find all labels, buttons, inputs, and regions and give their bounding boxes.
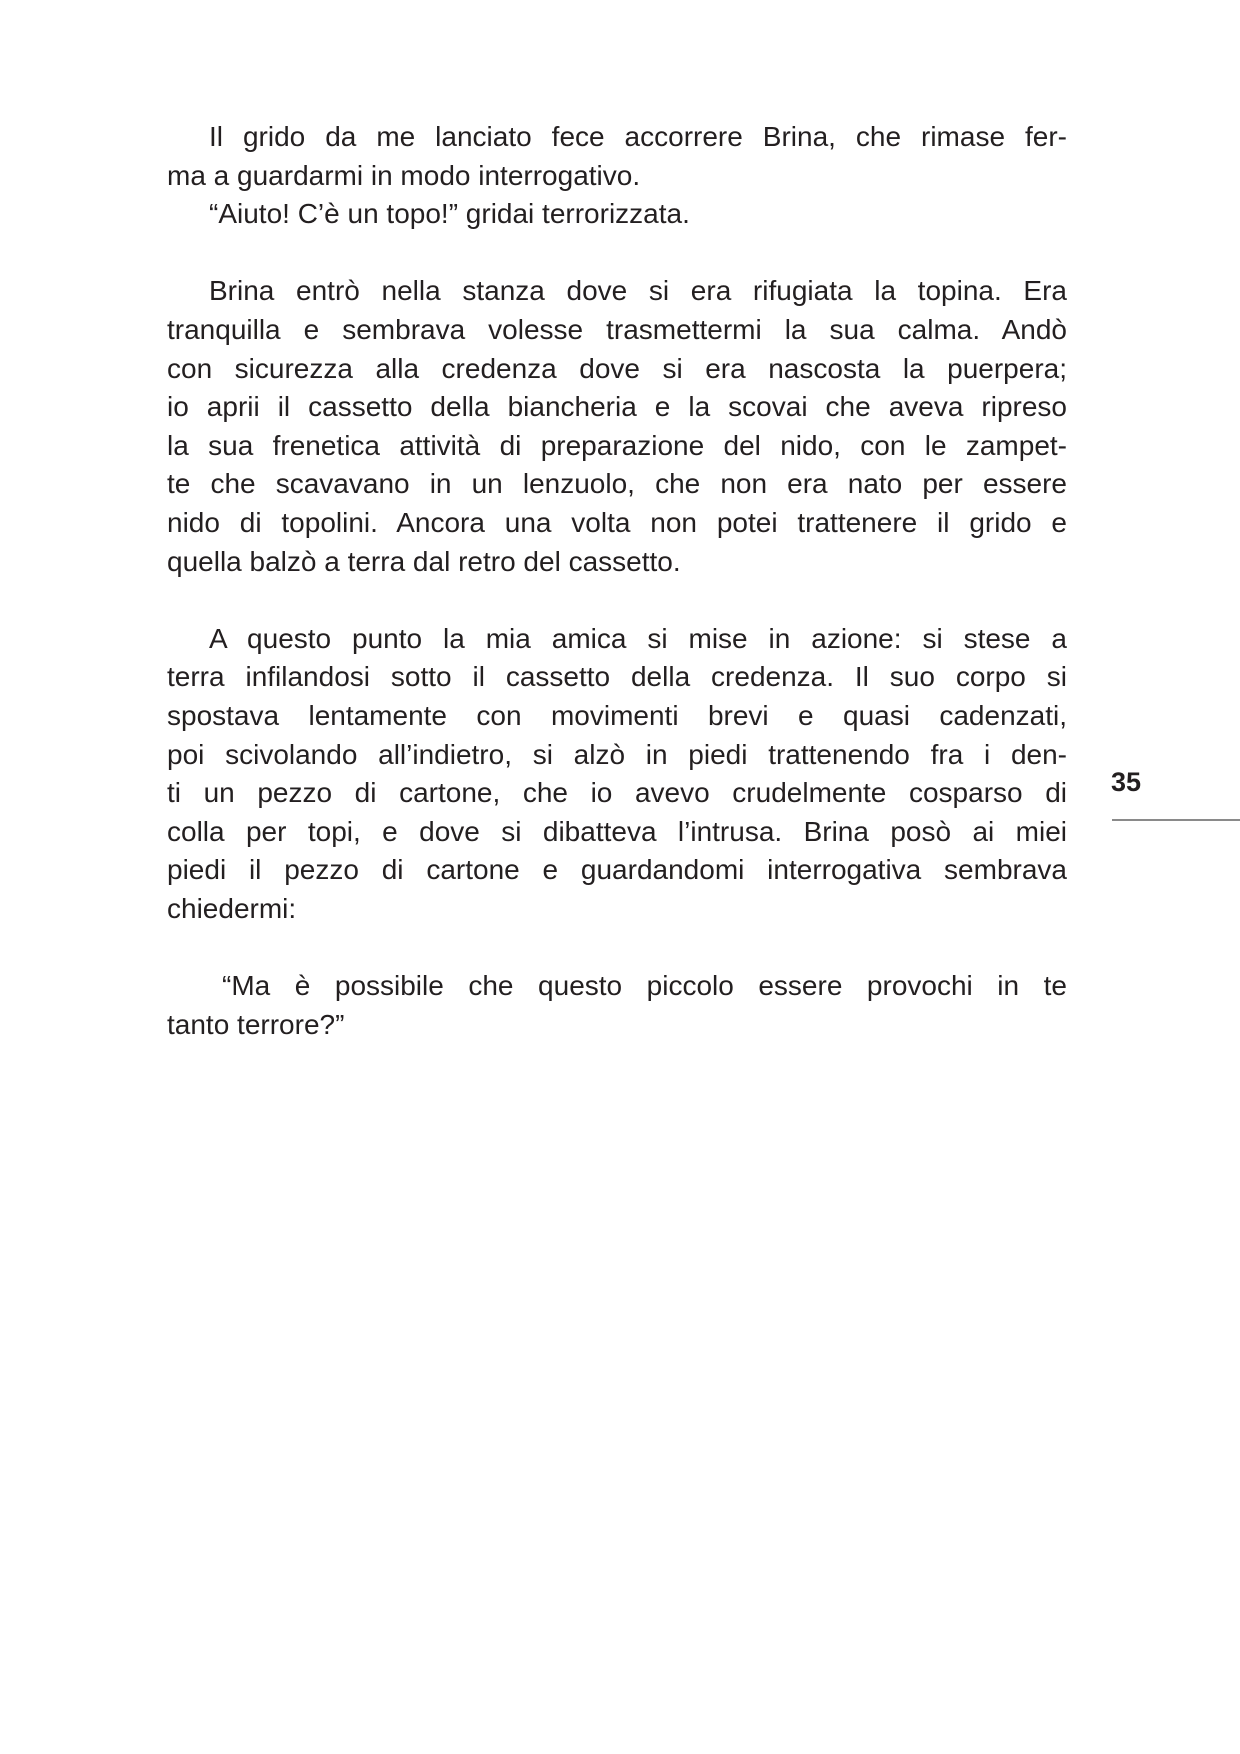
text-line: te che scavavano in un lenzuolo, che non era nato per essere bbox=[167, 468, 1067, 500]
text-line: tranquilla e sembrava volesse trasmettermi la sua calma. Andò bbox=[167, 313, 1067, 345]
text-line: la sua frenetica attività di preparazione del nido, con le zampet- bbox=[167, 429, 1067, 461]
paragraph-5-quote bbox=[167, 967, 1067, 1044]
text-line: Brina entrò nella stanza dove si era rifugiata la topina. Era bbox=[209, 275, 1067, 307]
page-body-text bbox=[167, 118, 1067, 1044]
text-line: ma a guardarmi in modo interrogativo. bbox=[167, 159, 641, 191]
text-line: nido di topolini. Ancora una volta non potei trattenere il grido e bbox=[167, 506, 1067, 538]
text-line: colla per topi, e dove si dibatteva l’intrusa. Brina posò ai miei bbox=[167, 815, 1067, 847]
text-line: piedi il pezzo di cartone e guardandomi interrogativa sembrava bbox=[167, 854, 1067, 886]
text-line: spostava lentamente con movimenti brevi e quasi cadenzati, bbox=[167, 699, 1067, 731]
text-line: tanto terrore?” bbox=[167, 1008, 345, 1040]
text-line: io aprii il cassetto della biancheria e la scovai che aveva ripreso bbox=[167, 391, 1067, 423]
paragraph-2 bbox=[167, 195, 1067, 234]
paragraph-4 bbox=[167, 620, 1067, 929]
page-number: 35 bbox=[1111, 767, 1142, 797]
text-line: poi scivolando all’indietro, si alzò in piedi trattenendo fra i den- bbox=[167, 738, 1067, 770]
text-line: quella balzò a terra dal retro del cassetto. bbox=[167, 545, 681, 577]
paragraph-3 bbox=[167, 272, 1067, 581]
paragraph-1 bbox=[167, 118, 1067, 195]
text-line: con sicurezza alla credenza dove si era nascosta la puerpera; bbox=[167, 352, 1067, 384]
text-line: “Ma è possibile che questo piccolo essere provochi in te bbox=[222, 970, 1067, 1002]
text-line: “Aiuto! C’è un topo!” gridai terrorizzata. bbox=[209, 198, 690, 230]
text-line: chiedermi: bbox=[167, 892, 297, 924]
text-line: Il grido da me lanciato fece accorrere Brina, che rimase fer- bbox=[209, 121, 1067, 152]
page-number-rule bbox=[1112, 819, 1240, 821]
text-line: terra infilandosi sotto il cassetto della credenza. Il suo corpo si bbox=[167, 661, 1067, 693]
text-line: A questo punto la mia amica si mise in azione: si stese a bbox=[209, 622, 1067, 654]
text-line: ti un pezzo di cartone, che io avevo crudelmente cosparso di bbox=[167, 777, 1067, 809]
